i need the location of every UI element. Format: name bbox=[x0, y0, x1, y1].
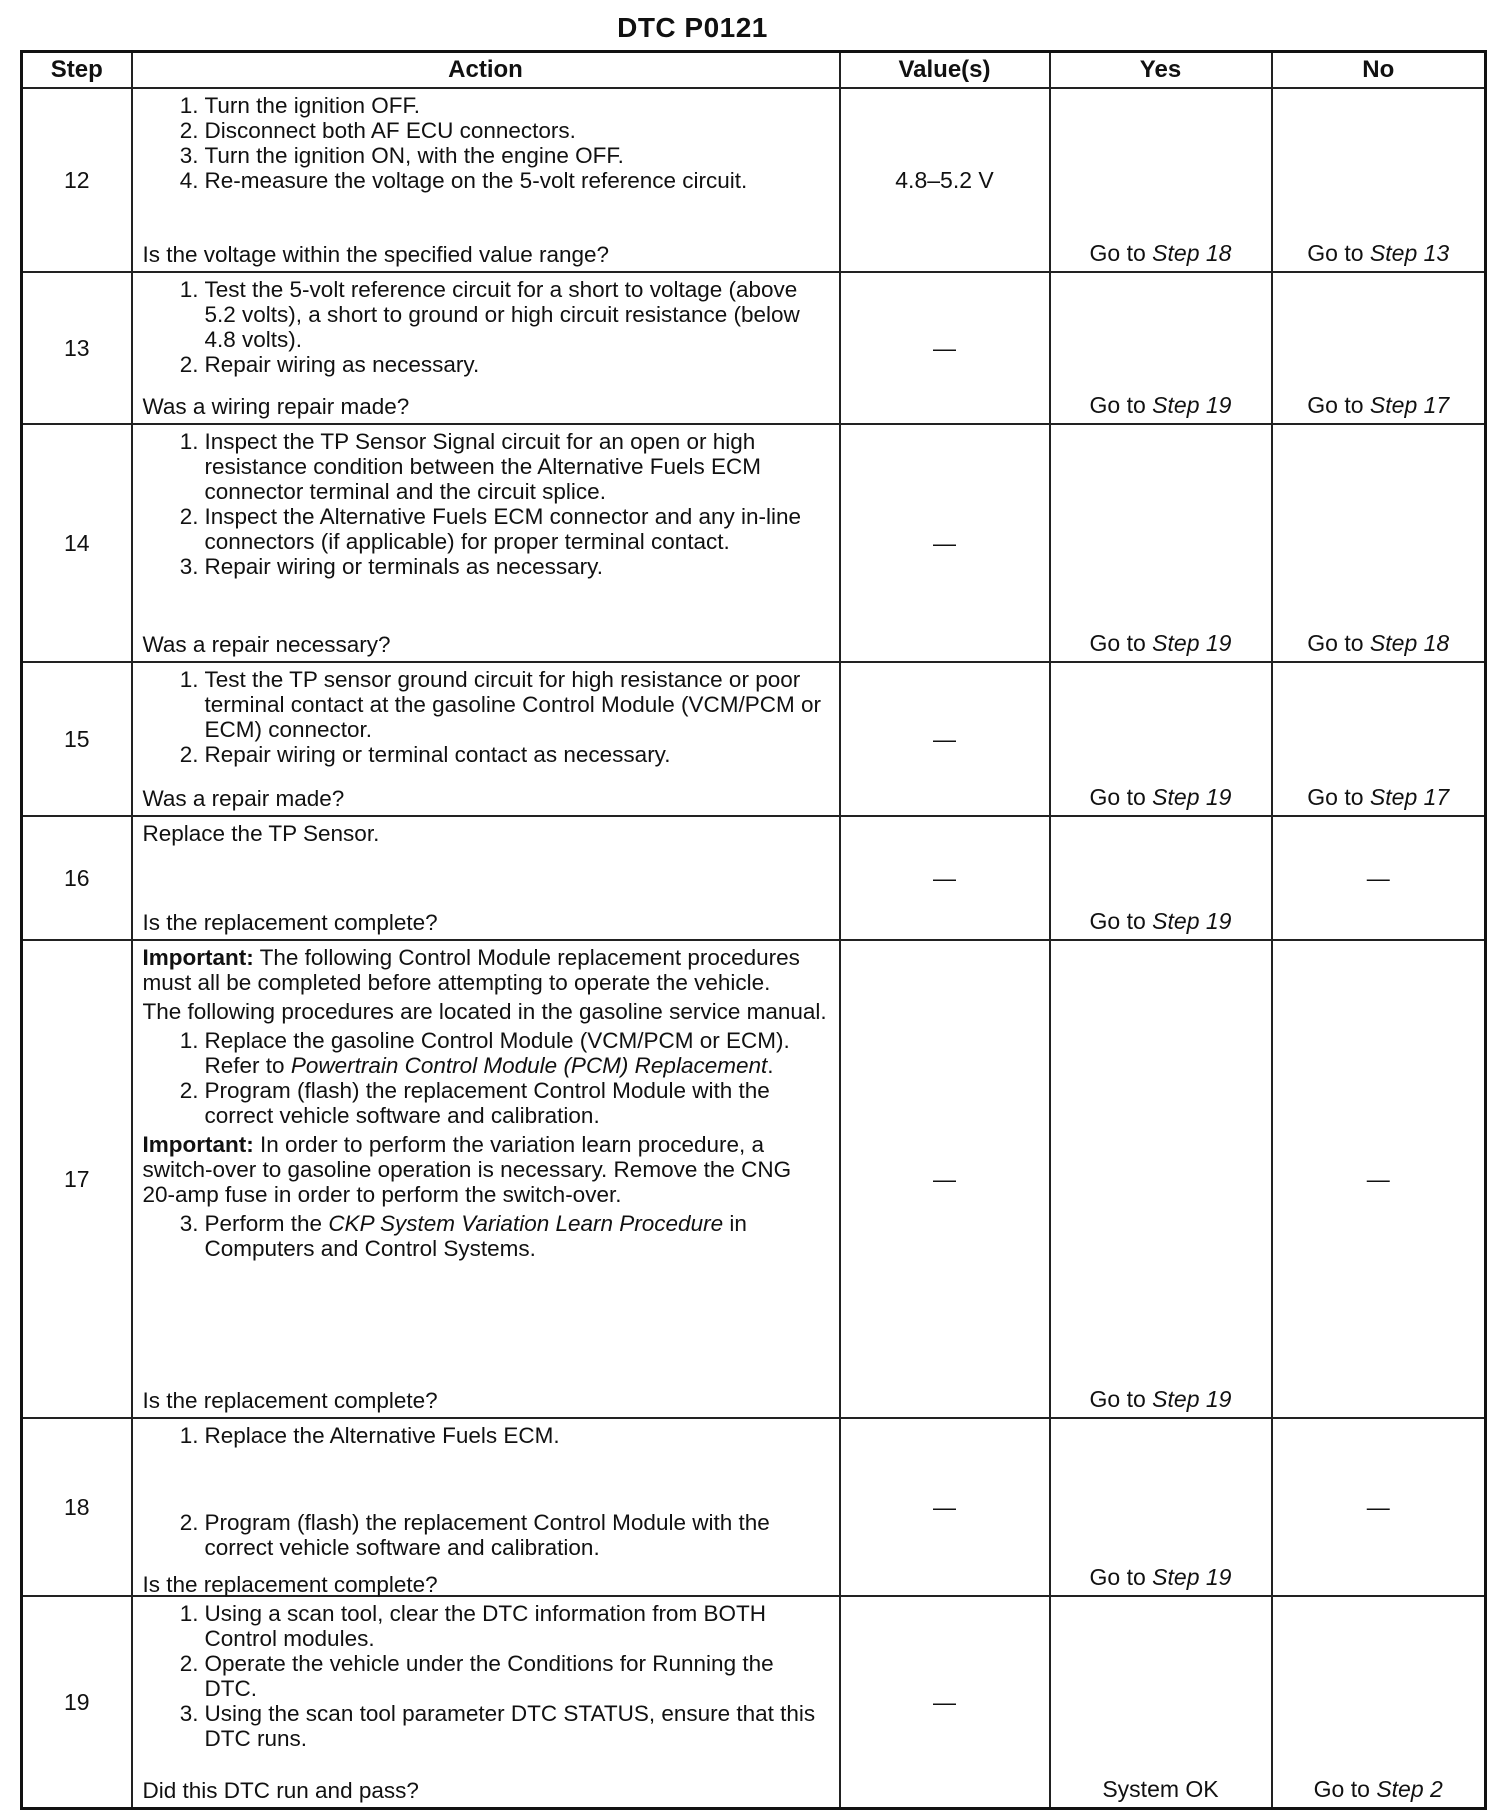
question: Is the replacement complete? bbox=[142, 1572, 438, 1597]
step-number: 17 bbox=[22, 940, 132, 1418]
no-cell: Go to Step 18 bbox=[1272, 424, 1486, 662]
value-cell: — bbox=[840, 940, 1050, 1418]
question: Was a wiring repair made? bbox=[142, 394, 410, 419]
value-cell: 4.8–5.2 V bbox=[840, 88, 1050, 272]
step-number: 19 bbox=[22, 1596, 132, 1809]
list-item: 2. Inspect the Alternative Fuels ECM connector and any in-line connectors (if applicable) for proper terminal contact. bbox=[179, 504, 802, 554]
step-number: 13 bbox=[22, 272, 132, 424]
list-item: 1. Inspect the TP Sensor Signal circuit for an open or high resistance condition between the Alternative Fuels ECM connector terminal and the circuit splice. bbox=[179, 429, 762, 504]
list-item: 2. Program (flash) the replacement Control Module with the correct vehicle software and calibration. bbox=[179, 1078, 770, 1128]
question: Is the replacement complete? bbox=[142, 1388, 438, 1413]
list-item: 2. Operate the vehicle under the Conditions for Running the DTC. bbox=[179, 1651, 774, 1701]
question: Is the replacement complete? bbox=[142, 910, 438, 935]
table-row-step-12 bbox=[22, 88, 1486, 272]
list-item: 1. Using a scan tool, clear the DTC information from BOTH Control modules. bbox=[179, 1601, 766, 1651]
table-row-step-19 bbox=[22, 1596, 1486, 1809]
no-cell: Go to Step 13 bbox=[1272, 88, 1486, 272]
step-number: 15 bbox=[22, 662, 132, 816]
no-cell: Go to Step 17 bbox=[1272, 272, 1486, 424]
value-cell: — bbox=[840, 662, 1050, 816]
table-row-step-15 bbox=[22, 662, 1486, 816]
no-cell: Go to Step 2 bbox=[1272, 1596, 1486, 1809]
action-cell bbox=[132, 1418, 840, 1596]
list-item: 1. Replace the Alternative Fuels ECM. bbox=[179, 1423, 560, 1448]
header-row bbox=[22, 52, 1486, 89]
important-note: Important: In order to perform the variation learn procedure, a switch-over to gasoline operation is necessary. Remove the CNG 20-amp fuse in order to perform the switch-over. bbox=[142, 1132, 792, 1207]
dtc-table bbox=[20, 50, 1487, 1810]
list-item: 2. Program (flash) the replacement Control Module with the correct vehicle software and calibration. bbox=[179, 1510, 770, 1560]
list-item: 4. Re-measure the voltage on the 5-volt reference circuit. bbox=[179, 168, 748, 193]
header-no: No bbox=[1272, 52, 1486, 89]
value-cell: — bbox=[840, 816, 1050, 940]
step-number: 18 bbox=[22, 1418, 132, 1596]
value-cell: — bbox=[840, 272, 1050, 424]
question: Is the voltage within the specified value range? bbox=[142, 242, 610, 267]
table-row-step-14 bbox=[22, 424, 1486, 662]
table-row-step-13 bbox=[22, 272, 1486, 424]
action-cell bbox=[132, 816, 840, 940]
yes-cell: Go to Step 19 bbox=[1050, 272, 1272, 424]
list-item: 2. Repair wiring as necessary. bbox=[179, 352, 480, 377]
list-item: 1. Test the 5-volt reference circuit for a short to voltage (above 5.2 volts), a short to ground or high circuit resistance (below 4.8 volts). bbox=[179, 277, 800, 352]
no-cell: Go to Step 17 bbox=[1272, 662, 1486, 816]
important-note: Important: The following Control Module replacement procedures must all be completed before attempting to operate the vehicle. bbox=[142, 945, 800, 995]
page-title: DTC P0121 bbox=[617, 12, 768, 43]
table-row-step-17 bbox=[22, 940, 1486, 1418]
yes-cell: System OK bbox=[1050, 1596, 1272, 1809]
table-row-step-16 bbox=[22, 816, 1486, 940]
note-paragraph: The following procedures are located in the gasoline service manual. bbox=[142, 999, 827, 1024]
yes-cell: Go to Step 19 bbox=[1050, 1418, 1272, 1596]
list-item: 3. Using the scan tool parameter DTC STATUS, ensure that this DTC runs. bbox=[179, 1701, 816, 1751]
list-item: 1. Replace the gasoline Control Module (VCM/PCM or ECM). Refer to Powertrain Control Module (PCM) Replacement. bbox=[179, 1028, 790, 1078]
yes-cell: Go to Step 19 bbox=[1050, 424, 1272, 662]
value-cell: — bbox=[840, 1596, 1050, 1809]
no-cell: — bbox=[1272, 1418, 1486, 1596]
question: Was a repair necessary? bbox=[142, 632, 391, 657]
table-row-step-18 bbox=[22, 1418, 1486, 1596]
action-text: Replace the TP Sensor. bbox=[142, 821, 380, 846]
list-item: 3. Repair wiring or terminals as necessary. bbox=[179, 554, 603, 579]
header-values: Value(s) bbox=[840, 52, 1050, 89]
header-yes: Yes bbox=[1050, 52, 1272, 89]
header-action: Action bbox=[132, 52, 840, 89]
step-number: 14 bbox=[22, 424, 132, 662]
list-item: 2. Repair wiring or terminal contact as necessary. bbox=[179, 742, 671, 767]
action-cell bbox=[132, 662, 840, 816]
list-item: 1. Test the TP sensor ground circuit for high resistance or poor terminal contact at the gasoline Control Module (VCM/PCM or ECM) connector. bbox=[179, 667, 822, 742]
question: Was a repair made? bbox=[142, 786, 345, 811]
action-cell bbox=[132, 424, 840, 662]
list-item: 3. Perform the CKP System Variation Learn Procedure in Computers and Control Systems. bbox=[179, 1211, 747, 1261]
action-cell bbox=[132, 1596, 840, 1809]
action-cell bbox=[132, 88, 840, 272]
step-number: 12 bbox=[22, 88, 132, 272]
yes-cell: Go to Step 19 bbox=[1050, 940, 1272, 1418]
action-cell bbox=[132, 940, 840, 1418]
no-cell: — bbox=[1272, 940, 1486, 1418]
value-cell: — bbox=[840, 424, 1050, 662]
yes-cell: Go to Step 19 bbox=[1050, 662, 1272, 816]
header-step: Step bbox=[22, 52, 132, 89]
yes-cell: Go to Step 18 bbox=[1050, 88, 1272, 272]
question: Did this DTC run and pass? bbox=[142, 1778, 419, 1803]
list-item: 2. Disconnect both AF ECU connectors. bbox=[179, 118, 576, 143]
yes-cell: Go to Step 19 bbox=[1050, 816, 1272, 940]
list-item: 1. Turn the ignition OFF. bbox=[179, 93, 421, 118]
step-number: 16 bbox=[22, 816, 132, 940]
action-cell bbox=[132, 272, 840, 424]
value-cell: — bbox=[840, 1418, 1050, 1596]
list-item: 3. Turn the ignition ON, with the engine OFF. bbox=[179, 143, 624, 168]
no-cell: — bbox=[1272, 816, 1486, 940]
